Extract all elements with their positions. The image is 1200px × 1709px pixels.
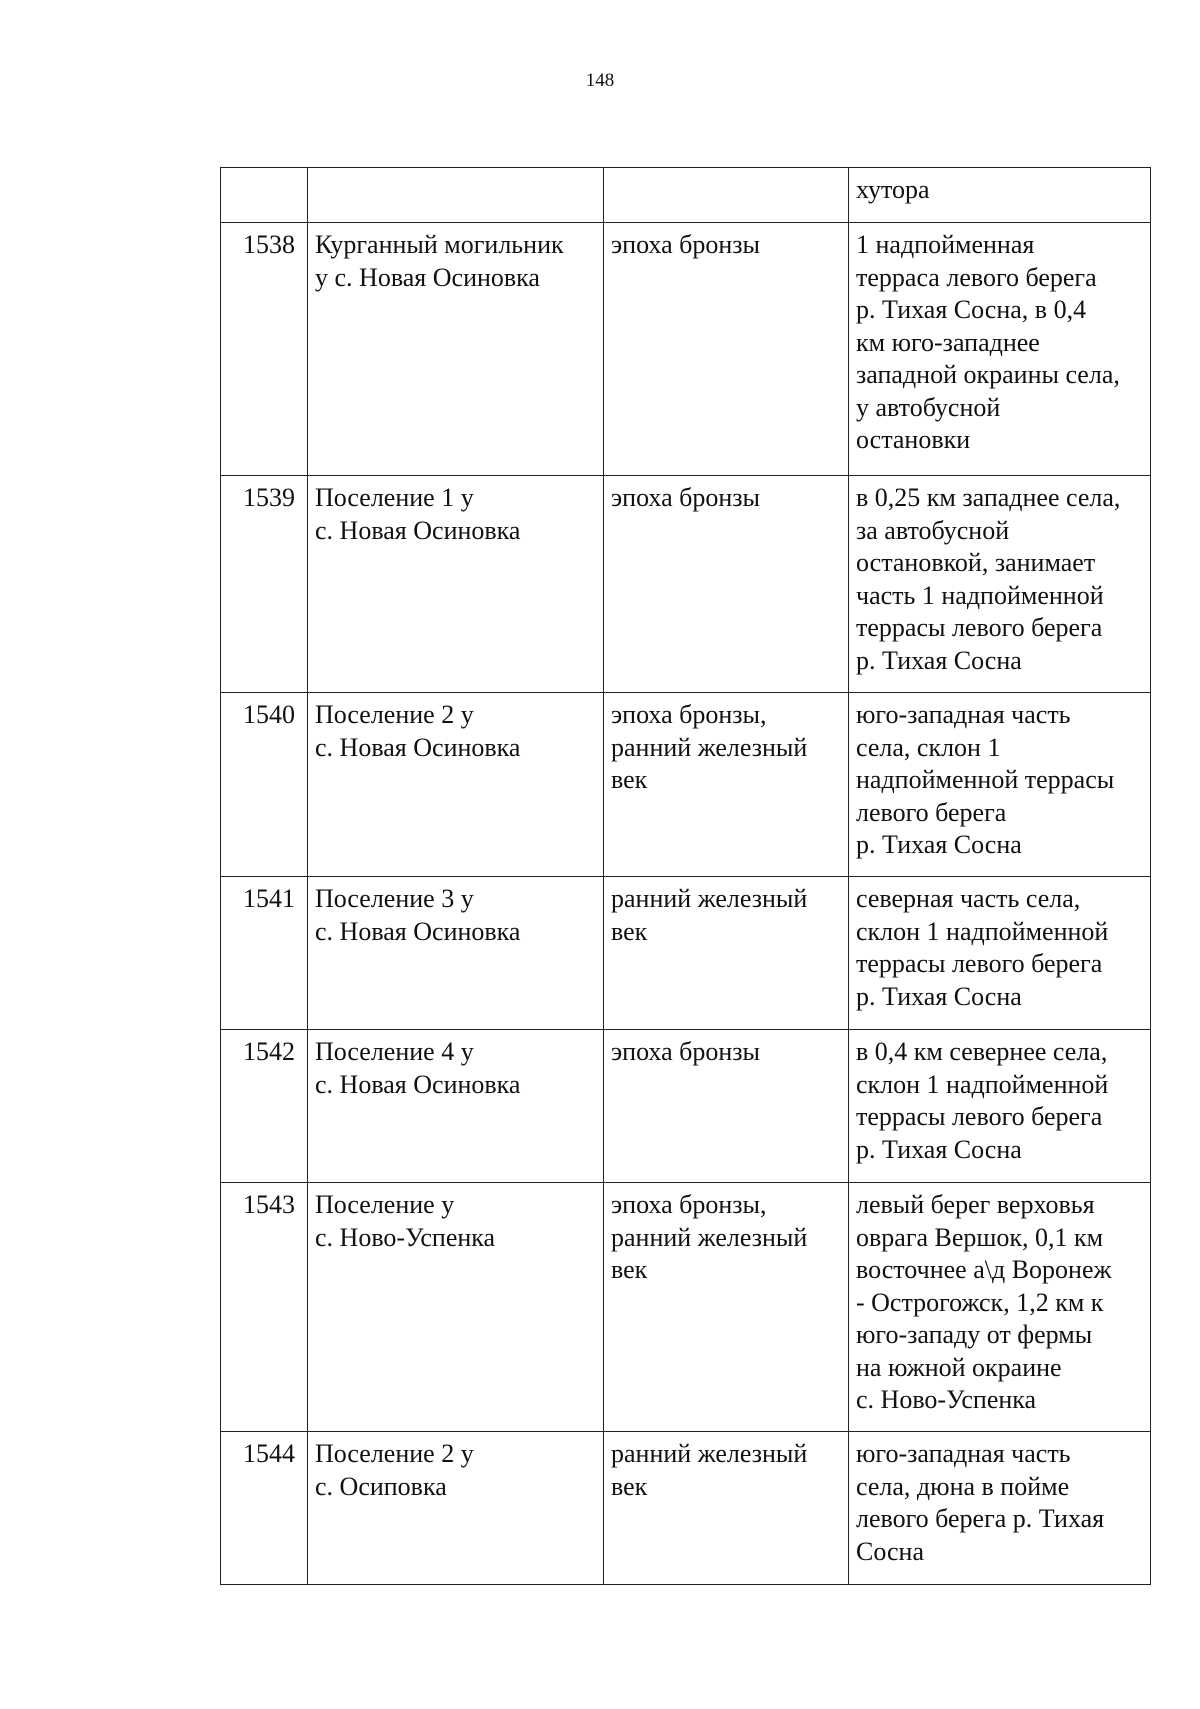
table-row — [221, 1432, 1151, 1585]
table-row — [221, 1183, 1151, 1432]
site-location-cell: в 0,25 км западнее села, за автобусной остановкой, занимает часть 1 надпойменной террасы левого берега р. Тихая Сосна — [849, 476, 1151, 693]
site-dating-cell: ранний железный век — [604, 877, 849, 1030]
table-row-continuation — [221, 168, 1151, 223]
row-number-cell: 1544 — [221, 1432, 308, 1585]
row-number-cell: 1539 — [221, 476, 308, 693]
row-number-cell — [221, 168, 308, 223]
site-location-cell: юго-западная часть села, склон 1 надпойменной террасы левого берега р. Тихая Сосна — [849, 693, 1151, 877]
site-dating-cell: эпоха бронзы, ранний железный век — [604, 693, 849, 877]
site-location-cell: 1 надпойменная терраса левого берега р. Тихая Сосна, в 0,4 км юго-западнее западной окраины села, у автобусной остановки — [849, 223, 1151, 476]
site-name-cell: Поселение у с. Ново-Успенка — [308, 1183, 604, 1432]
site-name-cell: Поселение 1 у с. Новая Осиновка — [308, 476, 604, 693]
site-dating-cell: ранний железный век — [604, 1432, 849, 1585]
site-dating-cell: эпоха бронзы, ранний железный век — [604, 1183, 849, 1432]
site-name-cell: Курганный могильник у с. Новая Осиновка — [308, 223, 604, 476]
site-name-cell: Поселение 2 у с. Осиповка — [308, 1432, 604, 1585]
table-row — [221, 1030, 1151, 1183]
site-location-cell: хутора — [849, 168, 1151, 223]
site-dating-cell — [604, 168, 849, 223]
site-dating-cell: эпоха бронзы — [604, 1030, 849, 1183]
table-row — [221, 877, 1151, 1030]
heritage-sites-table — [220, 167, 1151, 1585]
site-location-cell: северная часть села, склон 1 надпойменной террасы левого берега р. Тихая Сосна — [849, 877, 1151, 1030]
row-number-cell: 1540 — [221, 693, 308, 877]
row-number-cell: 1542 — [221, 1030, 308, 1183]
table-row — [221, 223, 1151, 476]
table-row — [221, 476, 1151, 693]
site-dating-cell: эпоха бронзы — [604, 476, 849, 693]
table-row — [221, 693, 1151, 877]
site-name-cell: Поселение 3 у с. Новая Осиновка — [308, 877, 604, 1030]
row-number-cell: 1541 — [221, 877, 308, 1030]
row-number-cell: 1538 — [221, 223, 308, 476]
site-location-cell: левый берег верховья оврага Вершок, 0,1 км восточнее а\д Воронеж - Острогожск, 1,2 км к юго-западу от фермы на южной окраине с. Ново-Успенка — [849, 1183, 1151, 1432]
row-number-cell: 1543 — [221, 1183, 308, 1432]
site-location-cell: юго-западная часть села, дюна в пойме левого берега р. Тихая Сосна — [849, 1432, 1151, 1585]
site-name-cell: Поселение 4 у с. Новая Осиновка — [308, 1030, 604, 1183]
site-location-cell: в 0,4 км севернее села, склон 1 надпойменной террасы левого берега р. Тихая Сосна — [849, 1030, 1151, 1183]
site-dating-cell: эпоха бронзы — [604, 223, 849, 476]
site-name-cell — [308, 168, 604, 223]
page-number: 148 — [585, 70, 615, 91]
site-name-cell: Поселение 2 у с. Новая Осиновка — [308, 693, 604, 877]
